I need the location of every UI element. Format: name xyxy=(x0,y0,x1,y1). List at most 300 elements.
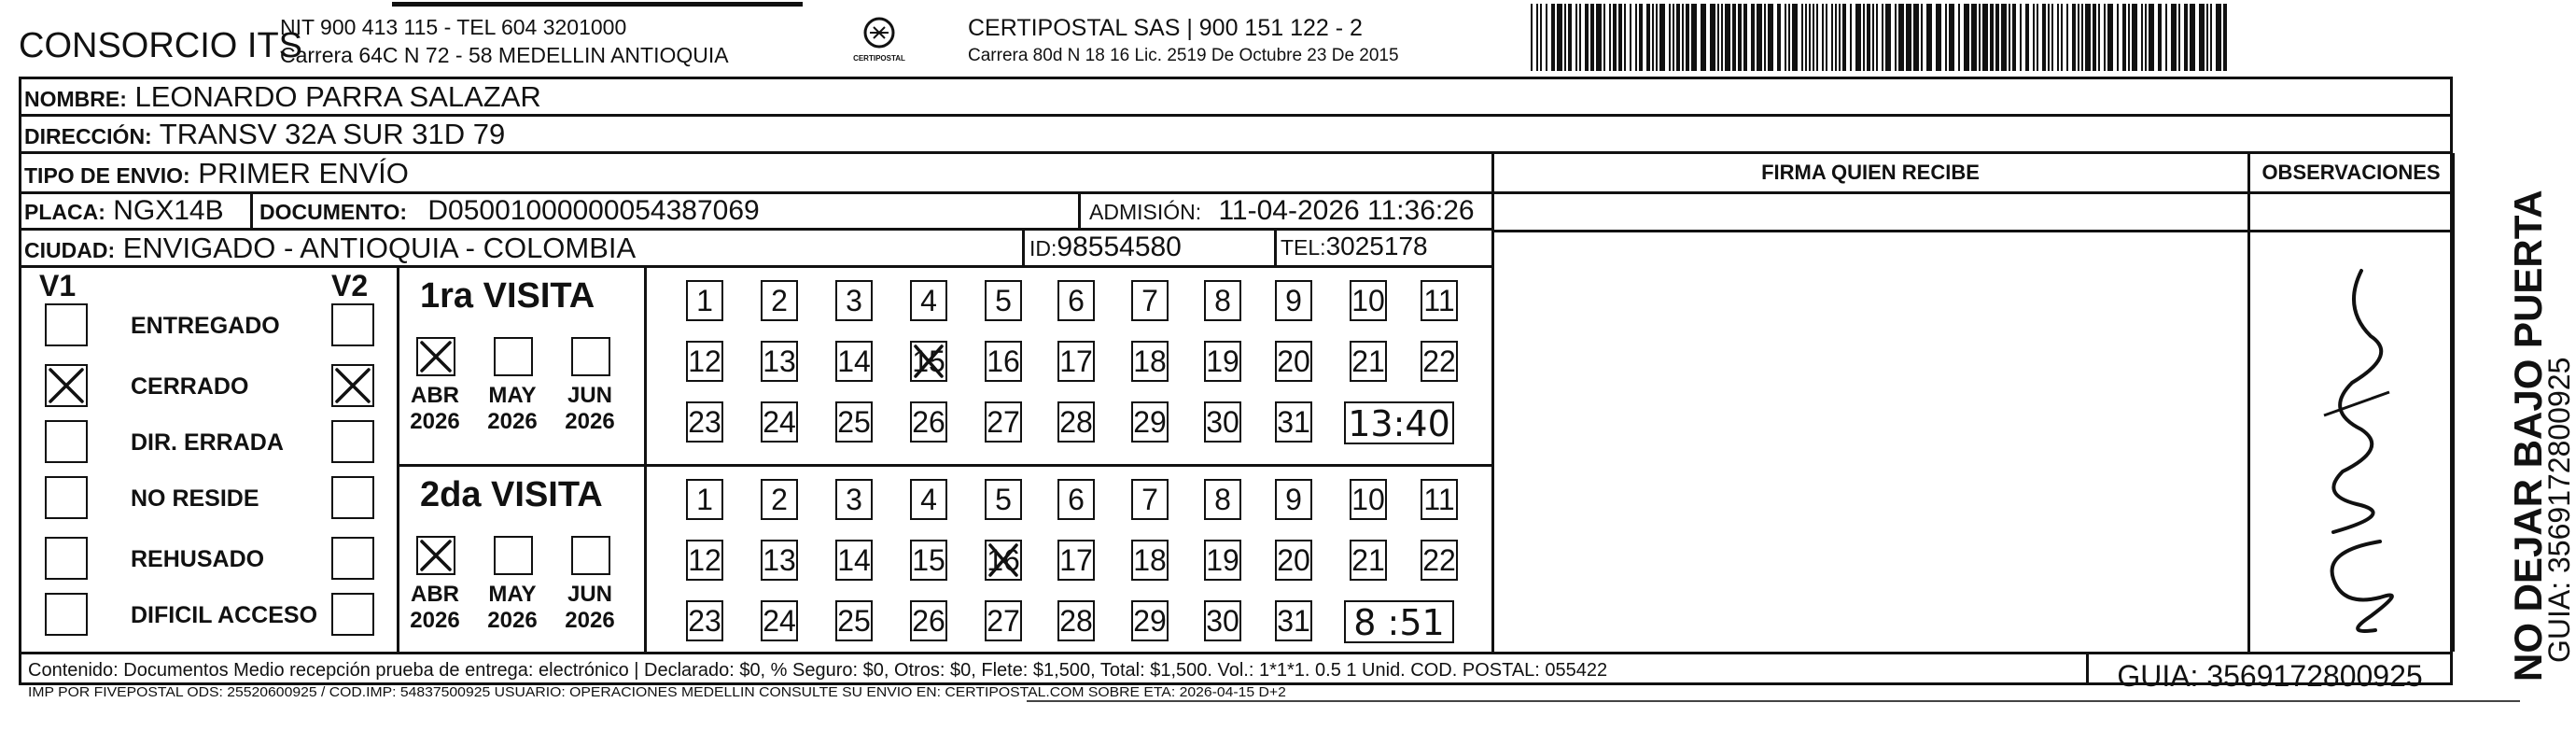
visit-day-number: 31 xyxy=(1277,405,1310,439)
plate-label: PLACA: xyxy=(24,200,105,224)
barcode-bar xyxy=(2048,4,2050,71)
visit-time-box[interactable]: 8 :51 xyxy=(1344,600,1454,643)
visit-day-box[interactable] xyxy=(1204,600,1241,641)
barcode-bar xyxy=(1652,4,1654,71)
carrier-logo xyxy=(851,14,907,70)
visit-day-box[interactable] xyxy=(761,280,798,321)
visit-day-box[interactable] xyxy=(835,540,873,581)
barcode-bar xyxy=(2128,4,2130,71)
v1-label: V1 xyxy=(39,269,77,302)
barcode-bar xyxy=(2178,4,2180,71)
visit-day-box[interactable] xyxy=(1131,600,1169,641)
barcode-bar xyxy=(1590,4,1594,71)
barcode-bar xyxy=(1831,4,1833,71)
barcode-bar xyxy=(2107,4,2113,71)
barcode-bar xyxy=(1757,4,1762,71)
barcode-bar xyxy=(1813,4,1814,71)
visit-day-box[interactable] xyxy=(1421,540,1458,581)
barcode-bar xyxy=(1936,4,1941,71)
month-name: MAY xyxy=(488,582,537,607)
visit-day-number: 16 xyxy=(987,344,1020,378)
rule xyxy=(250,191,253,229)
barcode-bar xyxy=(2206,4,2208,71)
barcode-bar xyxy=(1913,4,1919,71)
rule xyxy=(2247,153,2250,652)
visit-day-box[interactable] xyxy=(1057,280,1095,321)
visit-day-number: 13 xyxy=(763,344,796,378)
barcode-bar xyxy=(1676,4,1680,71)
visit-day-number: 15 xyxy=(912,344,945,378)
visit-day-box[interactable] xyxy=(1275,540,1312,581)
barcode-bar xyxy=(2042,4,2046,71)
document-label: DOCUMENTO: xyxy=(259,200,408,224)
visit-month-label xyxy=(475,383,550,434)
visit-month-checkbox[interactable] xyxy=(494,337,533,376)
visit-title: 2da VISITA xyxy=(420,475,603,514)
admission-value: 11-04-2026 11:36:26 xyxy=(1218,195,1475,226)
visit-day-number: 6 xyxy=(1068,483,1085,516)
visit-day-number: 23 xyxy=(688,405,721,439)
visit-day-number: 28 xyxy=(1059,405,1093,439)
barcode-bar xyxy=(2145,4,2147,71)
month-year: 2026 xyxy=(565,607,615,633)
status-label: ENTREGADO xyxy=(131,313,280,339)
visit-day-box[interactable] xyxy=(686,479,723,520)
barcode-bar xyxy=(1751,4,1755,71)
visit-day-box[interactable] xyxy=(1204,280,1241,321)
barcode-bar xyxy=(1682,4,1684,71)
barcode-bar xyxy=(2051,4,2053,71)
side-text xyxy=(2464,84,2576,682)
visit-day-box[interactable] xyxy=(910,600,947,641)
barcode-bar xyxy=(1885,4,1891,71)
barcode-bar xyxy=(1792,4,1798,71)
id-row xyxy=(1029,233,1182,261)
visit-day-box[interactable] xyxy=(1204,401,1241,443)
visit-month-label xyxy=(475,582,550,633)
visit-day-box[interactable] xyxy=(1057,401,1095,443)
visit-day-box[interactable] xyxy=(1350,479,1387,520)
visit-day-number: 5 xyxy=(995,284,1012,317)
footer-imp-line: IMP POR FIVEPOSTAL ODS: 25520600925 / COD.IMP: 54837500925 USUARIO: OPERACIONES MEDELLIN CONSULTE SU ENVIO EN: CERTIPOSTAL.COM SOBRE ETA: 2026-04-15 D+2 xyxy=(28,684,1286,700)
visit-day-number: 10 xyxy=(1351,483,1385,516)
barcode-bar xyxy=(2199,4,2205,71)
visit-day-number: 2 xyxy=(771,284,788,317)
status-v2-checkbox[interactable] xyxy=(331,420,374,463)
visit-day-number: 7 xyxy=(1141,483,1158,516)
visit-day-box[interactable] xyxy=(835,479,873,520)
visit-day-number: 3 xyxy=(846,284,862,317)
company-address: Carrera 64C N 72 - 58 MEDELLIN ANTIOQUIA xyxy=(280,43,729,67)
visit-day-box[interactable] xyxy=(1350,280,1387,321)
visit-day-number: 29 xyxy=(1133,604,1167,638)
visit-day-box[interactable] xyxy=(686,280,723,321)
visit-day-box[interactable] xyxy=(1204,341,1241,382)
visit-day-box[interactable] xyxy=(1057,600,1095,641)
barcode-bar xyxy=(1701,4,1706,71)
barcode-bar xyxy=(1635,4,1637,71)
barcode-bar xyxy=(2085,4,2091,71)
barcode-bar xyxy=(1618,4,1622,71)
visit-day-number: 1 xyxy=(696,483,713,516)
visit-day-box[interactable] xyxy=(686,600,723,641)
visit-day-box[interactable] xyxy=(1275,280,1312,321)
visit-month-label xyxy=(398,582,472,633)
barcode-bar xyxy=(1575,4,1577,71)
barcode-bar xyxy=(1777,4,1781,71)
visit-title: 1ra VISITA xyxy=(420,276,595,316)
status-v2-checkbox[interactable] xyxy=(331,537,374,580)
rule xyxy=(19,191,2453,194)
visit-day-number: 17 xyxy=(1059,344,1093,378)
visit-day-number: 8 xyxy=(1214,483,1231,516)
month-name: MAY xyxy=(488,383,537,408)
barcode-bar xyxy=(1721,4,1723,71)
visit-day-box[interactable] xyxy=(835,401,873,443)
month-year: 2026 xyxy=(410,408,460,434)
barcode-bar xyxy=(1898,4,1904,71)
status-v2-checkbox[interactable] xyxy=(331,593,374,636)
visit-day-box[interactable] xyxy=(761,540,798,581)
visit-day-box[interactable] xyxy=(1275,600,1312,641)
visit-day-number: 14 xyxy=(837,344,871,378)
plate-value: NGX14B xyxy=(113,195,224,226)
visit-month-label xyxy=(398,383,472,434)
barcode-bar xyxy=(1863,4,1865,71)
visit-day-box[interactable] xyxy=(1421,479,1458,520)
visit-day-box[interactable] xyxy=(1131,540,1169,581)
visit-day-box[interactable] xyxy=(761,341,798,382)
barcode-bar xyxy=(2020,4,2022,71)
barcode-bar xyxy=(1624,4,1626,71)
barcode-bar xyxy=(1536,4,1538,71)
barcode-bar xyxy=(1540,4,1542,71)
barcode-bar xyxy=(1855,4,1861,71)
city-row xyxy=(24,233,636,262)
barcode-bar xyxy=(1551,4,1555,71)
status-label: DIFICIL ACCESO xyxy=(131,602,318,628)
barcode-bar xyxy=(1785,4,1786,71)
visit-day-number: 26 xyxy=(912,604,945,638)
barcode-bar xyxy=(1839,4,1841,71)
barcode-bar xyxy=(1949,4,1954,71)
visit-day-number: 17 xyxy=(1059,543,1093,577)
side-warning: NO DEJAR BAJO PUERTA xyxy=(2506,190,2550,682)
visit-day-number: 28 xyxy=(1059,604,1093,638)
visit-day-box[interactable] xyxy=(1131,401,1169,443)
barcode-bar xyxy=(1613,4,1617,71)
status-v1-checkbox[interactable] xyxy=(45,303,88,346)
barcode-bar xyxy=(1882,4,1883,71)
barcode-bar xyxy=(2093,4,2096,71)
visit-day-box[interactable] xyxy=(761,600,798,641)
visit-day-box[interactable] xyxy=(1057,479,1095,520)
barcode-bar xyxy=(1717,4,1719,71)
admission-row xyxy=(1089,197,1475,225)
visit-day-box[interactable] xyxy=(985,540,1022,581)
visit-month-checkbox[interactable] xyxy=(494,536,533,575)
barcode-bar xyxy=(1982,4,1988,71)
signature-area[interactable] xyxy=(1495,232,2246,650)
status-v1-checkbox[interactable] xyxy=(45,476,88,519)
barcode-bar xyxy=(2122,4,2126,71)
barcode-bar xyxy=(1945,4,1947,71)
visit-day-box[interactable] xyxy=(985,479,1022,520)
shipping-type-label: TIPO DE ENVIO: xyxy=(24,163,190,188)
visit-day-number: 30 xyxy=(1206,604,1239,638)
barcode-bar xyxy=(2223,4,2227,71)
visit-day-number: 19 xyxy=(1206,543,1239,577)
visit-day-number: 6 xyxy=(1068,284,1085,317)
barcode-bar xyxy=(1639,4,1643,71)
barcode-bar xyxy=(1564,4,1566,71)
side-guia: GUIA: 3569172800925 xyxy=(2542,357,2576,663)
visit-day-box[interactable] xyxy=(910,341,947,382)
admission-label: ADMISIÓN: xyxy=(1089,200,1202,224)
status-v1-checkbox[interactable] xyxy=(45,537,88,580)
visit-day-box[interactable] xyxy=(1204,540,1241,581)
tel-value: 3025178 xyxy=(1325,232,1428,260)
barcode-bar xyxy=(1995,4,1999,71)
visit-day-number: 4 xyxy=(920,284,937,317)
visit-day-number: 9 xyxy=(1285,284,1302,317)
visit-day-box[interactable] xyxy=(1131,479,1169,520)
status-label: DIR. ERRADA xyxy=(131,429,284,456)
status-v1-checkbox[interactable] xyxy=(45,593,88,636)
document-row xyxy=(259,197,760,225)
visit-day-box[interactable] xyxy=(686,401,723,443)
visit-day-number: 20 xyxy=(1277,344,1310,378)
plate-row xyxy=(24,197,224,225)
visit-day-box[interactable] xyxy=(835,341,873,382)
visit-month-checkbox[interactable] xyxy=(571,337,610,376)
bottom-rule xyxy=(1027,700,2520,702)
visit-day-box[interactable] xyxy=(985,341,1022,382)
visit-day-number: 9 xyxy=(1285,483,1302,516)
visit-day-number: 4 xyxy=(920,483,937,516)
signature-header: FIRMA QUIEN RECIBE xyxy=(1761,161,1980,184)
status-v1-checkbox[interactable] xyxy=(45,364,88,407)
x-mark-icon xyxy=(418,339,454,374)
visit-day-box[interactable] xyxy=(686,540,723,581)
visit-day-box[interactable] xyxy=(761,479,798,520)
visit-day-number: 13 xyxy=(763,543,796,577)
barcode-bar xyxy=(1738,4,1742,71)
visit-day-number: 12 xyxy=(688,543,721,577)
barcode-bar xyxy=(2072,4,2076,71)
visit-month-label xyxy=(553,582,627,633)
visit-day-number: 11 xyxy=(1423,483,1455,516)
address-row xyxy=(24,119,505,148)
carrier-logo-text: CERTIPOSTAL xyxy=(853,54,905,63)
visit-day-box[interactable] xyxy=(910,479,947,520)
visit-day-number: 10 xyxy=(1351,284,1385,317)
company-name: CONSORCIO ITS xyxy=(19,26,303,65)
barcode-bar xyxy=(1673,4,1674,71)
visit-day-box[interactable] xyxy=(1275,479,1312,520)
barcode-bar xyxy=(1659,4,1665,71)
barcode-bar xyxy=(1816,4,1818,71)
visit-day-number: 3 xyxy=(846,483,862,516)
visit-month-checkbox[interactable] xyxy=(416,337,455,376)
visit-day-box[interactable] xyxy=(686,341,723,382)
barcode-bar xyxy=(1596,4,1602,71)
visit-day-box[interactable] xyxy=(1275,341,1312,382)
barcode-bar xyxy=(2149,4,2154,71)
status-label: CERRADO xyxy=(131,373,249,400)
barcode-bar xyxy=(1971,4,1977,71)
x-mark-icon xyxy=(333,366,372,405)
visit-day-box[interactable] xyxy=(985,600,1022,641)
visit-day-number: 22 xyxy=(1422,344,1456,378)
barcode-bar xyxy=(1579,4,1581,71)
visit-day-box[interactable] xyxy=(1204,479,1241,520)
visit-day-number: 22 xyxy=(1422,543,1456,577)
status-v2-checkbox[interactable] xyxy=(331,476,374,519)
status-v2-checkbox[interactable] xyxy=(331,303,374,346)
barcode-bar xyxy=(1979,4,1981,71)
visit-day-number: 1 xyxy=(696,284,713,317)
visit-day-number: 14 xyxy=(837,543,871,577)
rule xyxy=(1078,191,1081,229)
visit-day-box[interactable] xyxy=(835,280,873,321)
barcode-bar xyxy=(2033,4,2035,71)
visit-month-label xyxy=(553,383,627,434)
visit-day-number: 23 xyxy=(688,604,721,638)
visit-day-box[interactable] xyxy=(1421,280,1458,321)
barcode-bar xyxy=(1906,4,1911,71)
barcode-bar xyxy=(1691,4,1697,71)
footer-content-line: Contenido: Documentos Medio recepción prueba de entrega: electrónico | Declarado: $0, % Seguro: $0, Otros: $0, Flete: $1,500, Total: $1,500. Vol.: 1*1*1. 0.5 1 Unid. COD. POSTAL: 055422 xyxy=(28,660,1608,681)
x-mark-icon xyxy=(418,538,454,573)
barcode-bar xyxy=(2210,4,2212,71)
barcode-bar xyxy=(2078,4,2079,71)
visit-day-box[interactable] xyxy=(761,401,798,443)
barcode-bar xyxy=(1725,4,1730,71)
month-year: 2026 xyxy=(487,607,538,633)
barcode-bar xyxy=(1710,4,1715,71)
rule xyxy=(19,265,1493,268)
month-year: 2026 xyxy=(565,408,615,434)
barcode-bar xyxy=(1656,4,1658,71)
visit-day-number: 12 xyxy=(688,344,721,378)
barcode-bar xyxy=(1732,4,1736,71)
barcode-bar xyxy=(2057,4,2059,71)
visit-day-box[interactable] xyxy=(910,401,947,443)
visit-month-checkbox[interactable] xyxy=(571,536,610,575)
visit-day-number: 15 xyxy=(912,543,945,577)
x-mark-icon xyxy=(912,343,945,380)
barcode-bar xyxy=(1557,4,1562,71)
footer-guia: GUIA: 3569172800925 xyxy=(2117,659,2423,693)
month-year: 2026 xyxy=(487,408,538,434)
x-mark-icon xyxy=(47,366,86,405)
barcode xyxy=(1531,4,2231,71)
status-v2-checkbox[interactable] xyxy=(331,364,374,407)
barcode-bar xyxy=(1768,4,1773,71)
barcode-bar xyxy=(1585,4,1589,71)
shipping-type-row xyxy=(24,159,409,188)
barcode-bar xyxy=(2104,4,2106,71)
visit-time-box[interactable]: 13:40 xyxy=(1344,401,1454,444)
visit-day-box[interactable] xyxy=(1057,540,1095,581)
visit-day-box[interactable] xyxy=(1350,341,1387,382)
rule xyxy=(2452,153,2455,652)
visit-day-box[interactable] xyxy=(1131,341,1169,382)
visit-day-box[interactable] xyxy=(1057,341,1095,382)
rule xyxy=(19,151,2453,154)
visit-day-number: 11 xyxy=(1423,284,1455,317)
company-nit-tel: NIT 900 413 115 - TEL 604 3201000 xyxy=(280,15,627,39)
visit-day-box[interactable] xyxy=(910,540,947,581)
visit-month-checkbox[interactable] xyxy=(416,536,455,575)
visit-day-box[interactable] xyxy=(910,280,947,321)
barcode-bar xyxy=(1842,4,1846,71)
visit-day-number: 26 xyxy=(912,405,945,439)
visit-day-number: 20 xyxy=(1277,543,1310,577)
barcode-bar xyxy=(2190,4,2195,71)
barcode-bar xyxy=(1646,4,1650,71)
barcode-bar xyxy=(2025,4,2029,71)
visit-day-number: 7 xyxy=(1141,284,1158,317)
barcode-bar xyxy=(2141,4,2143,71)
month-year: 2026 xyxy=(410,607,460,633)
barcode-bar xyxy=(1669,4,1671,71)
barcode-bar xyxy=(1788,4,1790,71)
month-name: JUN xyxy=(567,383,612,408)
visit-day-box[interactable] xyxy=(835,600,873,641)
barcode-bar xyxy=(1921,4,1923,71)
barcode-bar xyxy=(2117,4,2119,71)
visit-day-box[interactable] xyxy=(1275,401,1312,443)
visit-day-box[interactable] xyxy=(985,401,1022,443)
status-label: REHUSADO xyxy=(131,546,265,572)
barcode-bar xyxy=(2184,4,2188,71)
visit-day-box[interactable] xyxy=(1131,280,1169,321)
visit-day-number: 8 xyxy=(1214,284,1231,317)
visit-day-box[interactable] xyxy=(985,280,1022,321)
barcode-bar xyxy=(1743,4,1747,71)
visit-day-number: 16 xyxy=(987,543,1020,577)
barcode-bars xyxy=(1531,4,2227,71)
barcode-bar xyxy=(1867,4,1870,71)
barcode-bar xyxy=(1850,4,1852,71)
carrier-logo-icon xyxy=(861,14,898,51)
visit-day-box[interactable] xyxy=(1421,341,1458,382)
barcode-bar xyxy=(1609,4,1611,71)
barcode-bar xyxy=(2158,4,2162,71)
barcode-bar xyxy=(1964,4,1969,71)
visit-day-box[interactable] xyxy=(1350,540,1387,581)
rule xyxy=(19,228,1493,231)
barcode-bar xyxy=(1531,4,1533,71)
barcode-bar xyxy=(1546,4,1547,71)
barcode-bar xyxy=(2012,4,2016,71)
barcode-bar xyxy=(2216,4,2221,71)
visit-day-number: 24 xyxy=(763,405,796,439)
barcode-bar xyxy=(2061,4,2063,71)
status-v1-checkbox[interactable] xyxy=(45,420,88,463)
barcode-bar xyxy=(2098,4,2100,71)
address-value: TRANSV 32A SUR 31D 79 xyxy=(159,118,506,150)
barcode-bar xyxy=(1686,4,1689,71)
v2-label: V2 xyxy=(331,269,369,302)
barcode-bar xyxy=(1603,4,1605,71)
barcode-bar xyxy=(1926,4,1932,71)
barcode-bar xyxy=(1801,4,1803,71)
visit-day-number: 29 xyxy=(1133,405,1167,439)
visit-day-number: 25 xyxy=(837,405,871,439)
